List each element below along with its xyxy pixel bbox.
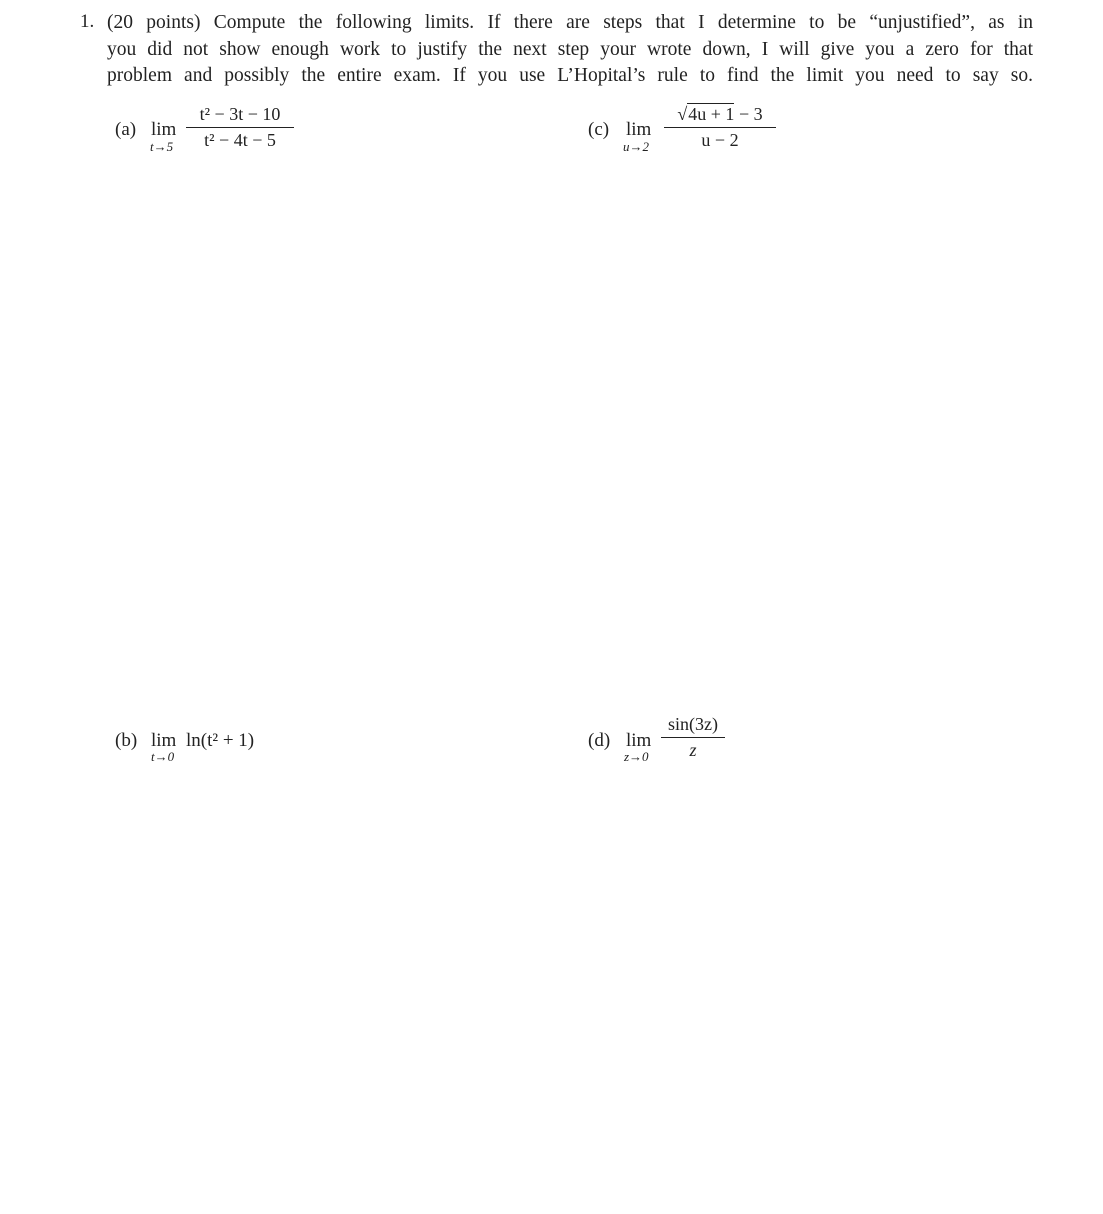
denominator: z xyxy=(689,740,697,760)
part-c-subscript: u→2 xyxy=(623,139,649,154)
part-d-fraction xyxy=(661,714,725,761)
radicand: 4u + 1 xyxy=(688,104,735,124)
instruction-line-1: (20 points) Compute the following limits. If there are steps that I determine to be “unjustified”, as in xyxy=(107,12,1033,33)
part-d-subscript: z→0 xyxy=(624,749,649,764)
part-c-lim: lim xyxy=(626,119,652,140)
numerator xyxy=(677,104,762,125)
sqrt-icon: √ xyxy=(677,104,688,124)
numerator: sin(3z) xyxy=(668,714,718,734)
instruction-line-2: you did not show enough work to justify the next step your wrote down, I will give you a zero for that xyxy=(107,39,1033,60)
part-b-expression: ln(t² + 1) xyxy=(186,730,255,751)
numerator-rest: − 3 xyxy=(734,104,763,124)
part-d-lim: lim xyxy=(626,730,652,751)
fraction-bar xyxy=(186,127,294,128)
part-b-subscript: t→0 xyxy=(151,749,175,764)
part-c-fraction xyxy=(664,104,776,151)
part-b-label: (b) xyxy=(115,730,138,751)
part-a-label: (a) xyxy=(115,119,137,140)
problem-number: 1. xyxy=(80,11,95,32)
part-a-lim: lim xyxy=(151,119,177,140)
instruction-line-3: problem and possibly the entire exam. If you use L’Hopital’s rule to find the limit you need to say so. xyxy=(107,65,1033,86)
numerator: t² − 3t − 10 xyxy=(199,104,281,124)
part-c-label: (c) xyxy=(588,119,610,140)
part-d-label: (d) xyxy=(588,730,611,751)
part-b-lim: lim xyxy=(151,730,177,751)
denominator: u − 2 xyxy=(701,130,739,150)
denominator: t² − 4t − 5 xyxy=(204,130,276,150)
part-a-subscript: t→5 xyxy=(150,139,174,154)
fraction-bar xyxy=(664,127,776,128)
part-a-fraction xyxy=(186,104,294,151)
fraction-bar xyxy=(661,737,725,738)
